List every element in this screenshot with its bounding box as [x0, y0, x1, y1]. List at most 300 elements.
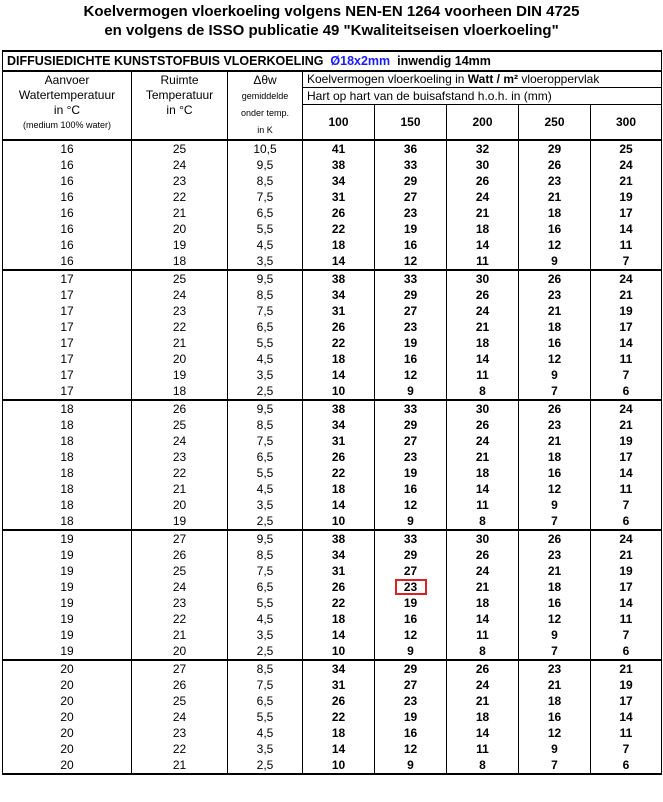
table-row [3, 693, 662, 709]
power-cell: 24 [591, 400, 662, 417]
supply-temp-cell: 20 [3, 725, 132, 741]
power-cell: 9 [519, 497, 591, 513]
room-temp-cell: 23 [132, 173, 228, 189]
power-cell: 8 [447, 513, 519, 530]
room-temp-cell: 24 [132, 287, 228, 303]
delta-temp-cell: 8,5 [228, 287, 303, 303]
power-cell: 17 [591, 693, 662, 709]
power-cell: 10 [303, 757, 375, 774]
room-temp-cell: 22 [132, 741, 228, 757]
power-cell: 38 [303, 530, 375, 547]
power-cell: 10 [303, 383, 375, 400]
room-temp-cell: 21 [132, 335, 228, 351]
header-power-unit: Watt / m² [467, 72, 518, 87]
delta-temp-cell: 8,5 [228, 417, 303, 433]
power-cell: 16 [519, 465, 591, 481]
supply-temp-cell: 18 [3, 481, 132, 497]
power-cell: 17 [591, 579, 662, 595]
title-line-2: en volgens de ISSO publicatie 49 "Kwaliteitseisen vloerkoeling" [104, 22, 559, 39]
power-cell: 33 [375, 530, 447, 547]
power-cell: 26 [303, 579, 375, 595]
power-cell: 19 [591, 303, 662, 319]
table-row [3, 741, 662, 757]
power-cell: 12 [519, 725, 591, 741]
room-temp-cell: 19 [132, 367, 228, 383]
power-cell: 18 [447, 465, 519, 481]
supply-temp-cell: 16 [3, 189, 132, 205]
room-temp-cell: 25 [132, 140, 228, 157]
delta-temp-cell: 2,5 [228, 643, 303, 660]
power-cell: 26 [447, 173, 519, 189]
supply-temp-cell: 17 [3, 367, 132, 383]
table-row [3, 611, 662, 627]
header-room-line2: Temperatuur [145, 88, 214, 102]
room-temp-cell: 23 [132, 303, 228, 319]
pipe-size: Ø18x2mm [330, 54, 391, 68]
table-row [3, 709, 662, 725]
room-temp-cell: 20 [132, 643, 228, 660]
header-supply-note: (medium 100% water) [22, 120, 112, 130]
power-cell: 9 [375, 757, 447, 774]
power-cell: 24 [447, 677, 519, 693]
power-cell: 23 [375, 205, 447, 221]
page [0, 2, 663, 802]
power-cell: 38 [303, 400, 375, 417]
table-row [3, 513, 662, 530]
supply-temp-cell: 18 [3, 433, 132, 449]
power-cell: 16 [519, 709, 591, 725]
delta-temp-cell: 6,5 [228, 319, 303, 335]
table-row [3, 367, 662, 383]
supply-temp-cell: 18 [3, 449, 132, 465]
supply-temp-cell: 20 [3, 677, 132, 693]
power-cell: 36 [375, 140, 447, 157]
delta-temp-cell: 4,5 [228, 351, 303, 367]
power-cell: 33 [375, 270, 447, 287]
header-room-line3: in °C [166, 103, 193, 117]
power-cell: 6 [591, 513, 662, 530]
power-cell: 27 [375, 189, 447, 205]
power-cell: 11 [447, 253, 519, 270]
delta-temp-cell: 3,5 [228, 497, 303, 513]
power-cell: 31 [303, 677, 375, 693]
delta-temp-cell: 8,5 [228, 547, 303, 563]
power-cell: 33 [375, 400, 447, 417]
power-cell: 19 [375, 221, 447, 237]
room-temp-cell: 21 [132, 481, 228, 497]
power-cell: 16 [519, 595, 591, 611]
power-cell: 32 [447, 140, 519, 157]
power-cell: 14 [591, 221, 662, 237]
power-cell: 19 [591, 563, 662, 579]
delta-temp-cell: 6,5 [228, 579, 303, 595]
delta-temp-cell: 5,5 [228, 221, 303, 237]
supply-temp-cell: 20 [3, 709, 132, 725]
supply-temp-cell: 20 [3, 757, 132, 774]
power-cell: 14 [303, 253, 375, 270]
table-row [3, 595, 662, 611]
power-cell: 9 [519, 627, 591, 643]
power-cell: 14 [303, 627, 375, 643]
power-cell: 17 [591, 319, 662, 335]
power-cell: 26 [447, 287, 519, 303]
room-temp-cell: 25 [132, 417, 228, 433]
power-cell: 6 [591, 643, 662, 660]
power-cell: 22 [303, 221, 375, 237]
header-delta-title: Δθw [253, 73, 277, 87]
table-row [3, 400, 662, 417]
room-temp-cell: 23 [132, 725, 228, 741]
power-cell: 7 [519, 383, 591, 400]
power-cell: 7 [591, 741, 662, 757]
table-row [3, 157, 662, 173]
supply-temp-cell: 17 [3, 335, 132, 351]
power-cell: 22 [303, 595, 375, 611]
room-temp-cell: 25 [132, 563, 228, 579]
power-cell: 7 [519, 757, 591, 774]
power-cell: 11 [591, 351, 662, 367]
power-cell: 34 [303, 417, 375, 433]
room-temp-cell: 24 [132, 579, 228, 595]
power-cell: 18 [303, 237, 375, 253]
power-cell: 14 [591, 595, 662, 611]
table-row [3, 270, 662, 287]
header-supply-line2: Watertemperatuur [18, 88, 116, 102]
power-cell: 7 [591, 253, 662, 270]
delta-temp-cell: 5,5 [228, 335, 303, 351]
power-cell: 29 [375, 173, 447, 189]
supply-temp-cell: 20 [3, 741, 132, 757]
supply-temp-cell: 16 [3, 221, 132, 237]
delta-temp-cell: 6,5 [228, 205, 303, 221]
table-row [3, 449, 662, 465]
table-row [3, 497, 662, 513]
power-cell: 21 [519, 189, 591, 205]
room-temp-cell: 26 [132, 677, 228, 693]
supply-temp-cell: 18 [3, 400, 132, 417]
power-cell: 11 [447, 367, 519, 383]
table-row [3, 530, 662, 547]
power-cell: 19 [375, 709, 447, 725]
header-power-prefix: Koelvermogen vloerkoeling in [307, 72, 468, 87]
power-cell: 7 [519, 513, 591, 530]
header-spacing-200: 200 [447, 104, 519, 140]
power-cell: 21 [591, 287, 662, 303]
room-temp-cell: 24 [132, 709, 228, 725]
header-power-suffix: vloeroppervlak [517, 72, 600, 87]
power-cell: 16 [519, 221, 591, 237]
room-temp-cell: 20 [132, 497, 228, 513]
page-title [0, 2, 663, 42]
power-cell: 34 [303, 547, 375, 563]
supply-temp-cell: 18 [3, 417, 132, 433]
power-cell: 14 [447, 237, 519, 253]
table-row [3, 189, 662, 205]
power-cell: 8 [447, 643, 519, 660]
power-cell: 26 [519, 400, 591, 417]
table-row [3, 417, 662, 433]
supply-temp-cell: 16 [3, 253, 132, 270]
power-cell: 16 [375, 351, 447, 367]
power-cell: 29 [375, 417, 447, 433]
delta-temp-cell: 9,5 [228, 270, 303, 287]
table-row [3, 253, 662, 270]
delta-temp-cell: 7,5 [228, 563, 303, 579]
room-temp-cell: 18 [132, 383, 228, 400]
delta-temp-cell: 2,5 [228, 513, 303, 530]
power-cell: 26 [519, 530, 591, 547]
power-cell: 14 [591, 465, 662, 481]
power-cell: 21 [447, 579, 519, 595]
power-cell: 14 [303, 741, 375, 757]
table-row [3, 757, 662, 774]
delta-temp-cell: 9,5 [228, 530, 303, 547]
room-temp-cell: 26 [132, 547, 228, 563]
power-cell: 18 [519, 579, 591, 595]
power-cell: 23 [375, 319, 447, 335]
table-row [3, 303, 662, 319]
delta-temp-cell: 3,5 [228, 741, 303, 757]
power-cell: 34 [303, 287, 375, 303]
power-cell: 12 [375, 253, 447, 270]
room-temp-cell: 22 [132, 611, 228, 627]
power-cell: 9 [519, 741, 591, 757]
table-row [3, 205, 662, 221]
power-cell: 16 [375, 725, 447, 741]
power-cell: 29 [375, 547, 447, 563]
supply-temp-cell: 18 [3, 513, 132, 530]
power-cell: 18 [447, 335, 519, 351]
power-cell: 34 [303, 173, 375, 189]
power-cell: 24 [591, 270, 662, 287]
room-temp-cell: 19 [132, 513, 228, 530]
header-room-line1: Ruimte [160, 73, 199, 87]
room-temp-cell: 27 [132, 660, 228, 677]
power-cell: 26 [303, 205, 375, 221]
power-cell: 23 [375, 693, 447, 709]
power-cell: 10 [303, 643, 375, 660]
power-cell: 7 [591, 497, 662, 513]
power-cell: 21 [519, 303, 591, 319]
power-cell: 18 [303, 481, 375, 497]
table-row [3, 627, 662, 643]
power-cell: 31 [303, 303, 375, 319]
delta-temp-cell: 7,5 [228, 189, 303, 205]
room-temp-cell: 23 [132, 595, 228, 611]
delta-temp-cell: 3,5 [228, 367, 303, 383]
power-cell: 31 [303, 563, 375, 579]
power-cell: 18 [519, 693, 591, 709]
power-cell: 14 [591, 709, 662, 725]
delta-temp-cell: 4,5 [228, 725, 303, 741]
power-cell: 16 [375, 611, 447, 627]
delta-temp-cell: 5,5 [228, 595, 303, 611]
delta-temp-cell: 6,5 [228, 449, 303, 465]
power-cell: 24 [447, 563, 519, 579]
power-cell: 26 [519, 270, 591, 287]
power-cell: 9 [519, 253, 591, 270]
power-cell: 24 [447, 433, 519, 449]
delta-temp-cell: 6,5 [228, 693, 303, 709]
delta-temp-cell: 5,5 [228, 465, 303, 481]
table-row [3, 660, 662, 677]
header-supply-temp [3, 71, 132, 140]
table-row [3, 287, 662, 303]
supply-temp-cell: 16 [3, 173, 132, 189]
power-cell: 22 [303, 335, 375, 351]
power-cell: 29 [375, 287, 447, 303]
power-cell: 30 [447, 530, 519, 547]
power-cell: 27 [375, 563, 447, 579]
power-cell: 17 [591, 205, 662, 221]
room-temp-cell: 21 [132, 757, 228, 774]
power-cell: 14 [303, 367, 375, 383]
power-cell: 19 [591, 189, 662, 205]
power-cell: 11 [447, 497, 519, 513]
table-row [3, 319, 662, 335]
power-cell: 16 [519, 335, 591, 351]
table-row [3, 140, 662, 157]
title-line-1: Koelvermogen vloerkoeling volgens NEN-EN 1264 voorheen DIN 4725 [83, 3, 580, 20]
power-cell: 18 [519, 205, 591, 221]
power-cell: 9 [519, 367, 591, 383]
supply-temp-cell: 16 [3, 140, 132, 157]
room-temp-cell: 25 [132, 270, 228, 287]
table-row [3, 335, 662, 351]
power-cell: 24 [447, 189, 519, 205]
cooling-capacity-table [2, 50, 662, 775]
supply-temp-cell: 16 [3, 205, 132, 221]
power-cell: 21 [591, 660, 662, 677]
power-cell: 26 [447, 660, 519, 677]
power-cell: 33 [375, 157, 447, 173]
supply-temp-cell: 17 [3, 319, 132, 335]
power-cell: 34 [303, 660, 375, 677]
table-row [3, 383, 662, 400]
room-temp-cell: 21 [132, 205, 228, 221]
supply-temp-cell: 19 [3, 563, 132, 579]
power-cell: 6 [591, 757, 662, 774]
supply-temp-cell: 17 [3, 270, 132, 287]
power-cell: 38 [303, 270, 375, 287]
supply-temp-cell: 19 [3, 530, 132, 547]
power-cell: 9 [375, 383, 447, 400]
power-cell: 12 [375, 741, 447, 757]
highlighted-value: 23 [396, 580, 426, 594]
power-cell: 14 [447, 725, 519, 741]
power-cell: 29 [375, 660, 447, 677]
supply-temp-cell: 19 [3, 643, 132, 660]
power-cell: 6 [591, 383, 662, 400]
power-cell: 12 [375, 367, 447, 383]
power-cell: 11 [591, 725, 662, 741]
power-cell: 21 [447, 693, 519, 709]
power-cell: 10 [303, 513, 375, 530]
power-cell: 16 [375, 237, 447, 253]
supply-temp-cell: 16 [3, 237, 132, 253]
delta-temp-cell: 2,5 [228, 757, 303, 774]
table-row [3, 579, 662, 595]
table-row [3, 643, 662, 660]
power-cell: 23 [519, 287, 591, 303]
power-cell: 12 [519, 611, 591, 627]
room-temp-cell: 21 [132, 627, 228, 643]
power-cell: 19 [375, 335, 447, 351]
header-spacing: Hart op hart van de buisafstand h.o.h. in (mm) [303, 88, 662, 104]
supply-temp-cell: 19 [3, 611, 132, 627]
delta-temp-cell: 8,5 [228, 660, 303, 677]
power-cell: 8 [447, 757, 519, 774]
table-row [3, 173, 662, 189]
supply-temp-cell: 17 [3, 287, 132, 303]
header-spacing-150: 150 [375, 104, 447, 140]
power-cell: 18 [447, 221, 519, 237]
power-cell: 23 [519, 417, 591, 433]
room-temp-cell: 24 [132, 433, 228, 449]
power-cell: 23 [519, 547, 591, 563]
power-cell: 19 [375, 465, 447, 481]
delta-temp-cell: 2,5 [228, 383, 303, 400]
power-cell: 11 [447, 627, 519, 643]
power-cell: 11 [591, 481, 662, 497]
power-cell: 19 [375, 595, 447, 611]
supply-temp-cell: 17 [3, 351, 132, 367]
power-cell: 8 [447, 383, 519, 400]
delta-temp-cell: 8,5 [228, 173, 303, 189]
supply-temp-cell: 17 [3, 303, 132, 319]
power-cell: 31 [303, 433, 375, 449]
room-temp-cell: 22 [132, 319, 228, 335]
supply-temp-cell: 16 [3, 157, 132, 173]
power-cell: 19 [591, 433, 662, 449]
delta-temp-cell: 4,5 [228, 611, 303, 627]
header-power [303, 71, 662, 88]
power-cell: 41 [303, 140, 375, 157]
delta-temp-cell: 7,5 [228, 677, 303, 693]
table-row [3, 351, 662, 367]
header-delta-line2: onder temp. [240, 108, 290, 118]
power-cell: 17 [591, 449, 662, 465]
power-cell: 30 [447, 400, 519, 417]
power-cell: 11 [591, 611, 662, 627]
supply-temp-cell: 18 [3, 465, 132, 481]
power-cell: 18 [303, 351, 375, 367]
delta-temp-cell: 10,5 [228, 140, 303, 157]
power-cell: 14 [447, 351, 519, 367]
power-cell: 26 [447, 547, 519, 563]
power-cell: 24 [591, 530, 662, 547]
power-cell: 18 [447, 709, 519, 725]
power-cell: 30 [447, 157, 519, 173]
power-cell: 18 [303, 725, 375, 741]
power-cell: 12 [519, 351, 591, 367]
supply-temp-cell: 19 [3, 595, 132, 611]
header-room-temp [132, 71, 228, 140]
power-cell [375, 579, 447, 595]
room-temp-cell: 22 [132, 189, 228, 205]
supply-temp-cell: 20 [3, 660, 132, 677]
table-row [3, 221, 662, 237]
supply-temp-cell: 19 [3, 627, 132, 643]
table-title-prefix: DIFFUSIEDICHTE KUNSTSTOFBUIS VLOERKOELING [7, 54, 324, 68]
delta-temp-cell: 4,5 [228, 237, 303, 253]
supply-temp-cell: 18 [3, 497, 132, 513]
power-cell: 7 [591, 627, 662, 643]
header-spacing-300: 300 [591, 104, 662, 140]
table-title-suffix: inwendig 14mm [397, 54, 491, 68]
delta-temp-cell: 9,5 [228, 157, 303, 173]
power-cell: 18 [519, 449, 591, 465]
